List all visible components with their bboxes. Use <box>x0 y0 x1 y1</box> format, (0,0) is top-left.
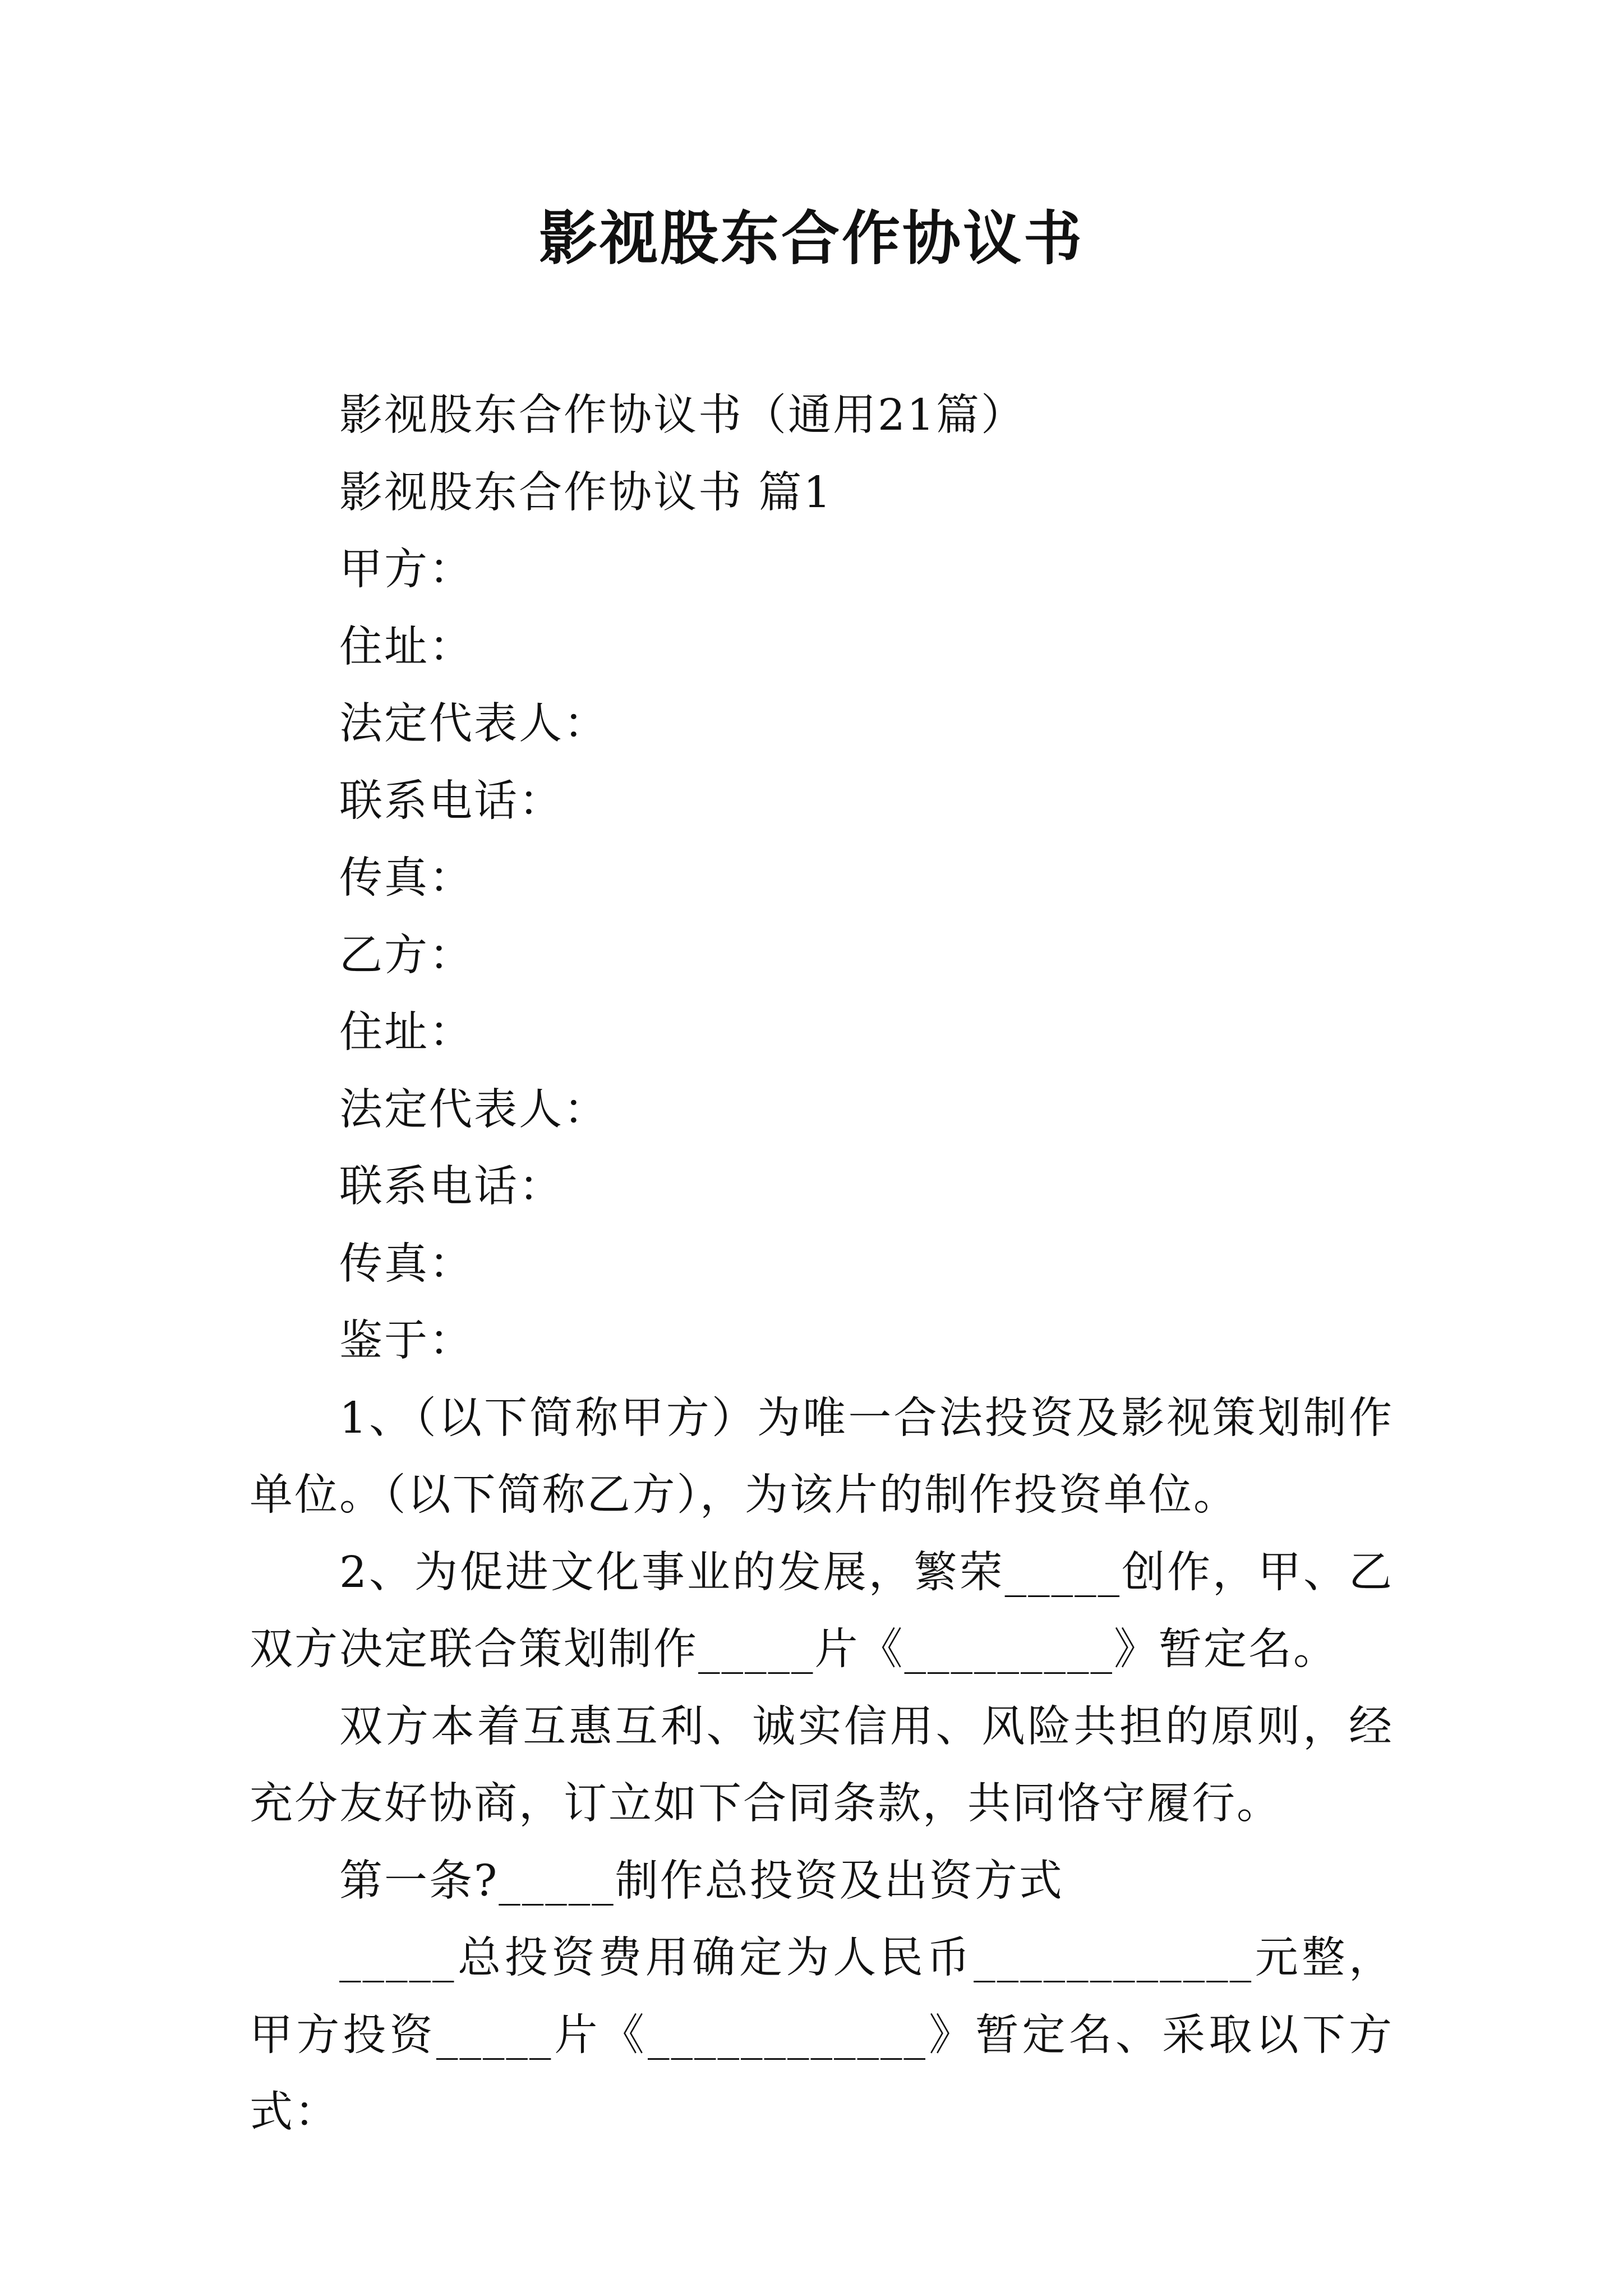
whereas-label: 鉴于： <box>339 1316 474 1366</box>
recital-paragraph-2: 2、为促进文化事业的发展，繁荣_____创作，甲、乙双方决定联合策划制作_____片《_________》暂定名。 <box>250 1547 1394 1674</box>
section-heading: 影视股东合作协议书 篇1 <box>339 467 833 518</box>
party-a-label: 甲方： <box>339 545 474 595</box>
article-1-paragraph: _____总投资费用确定为人民币____________元整，甲方投资_____片《____________》暂定名、采取以下方式： <box>250 1933 1394 2137</box>
party-a-fax: 传真： <box>339 853 474 903</box>
recital-paragraph-1: 1、（以下简称甲方）为唯一合法投资及影视策划制作单位。（以下简称乙方），为该片的制作投资单位。 <box>250 1393 1394 1520</box>
party-a-address: 住址： <box>339 622 474 672</box>
principle-paragraph: 双方本着互惠互利、诚实信用、风险共担的原则，经充分友好协商，订立如下合同条款，共同恪守履行。 <box>250 1701 1394 1829</box>
document-body <box>250 377 1394 2151</box>
party-b-label: 乙方： <box>339 930 474 981</box>
document-title: 影视股东合作协议书 <box>538 204 1084 273</box>
party-b-fax: 传真： <box>339 1239 474 1289</box>
party-b-phone: 联系电话： <box>339 1162 564 1212</box>
subtitle-line: 影视股东合作协议书（通用21篇） <box>339 390 1026 440</box>
party-a-phone: 联系电话： <box>339 776 564 826</box>
party-a-legal-rep: 法定代表人： <box>339 699 608 749</box>
party-b-address: 住址： <box>339 1007 474 1057</box>
article-1-heading: 第一条?_____制作总投资及出资方式 <box>339 1856 1064 1906</box>
party-b-legal-rep: 法定代表人： <box>339 1084 608 1135</box>
